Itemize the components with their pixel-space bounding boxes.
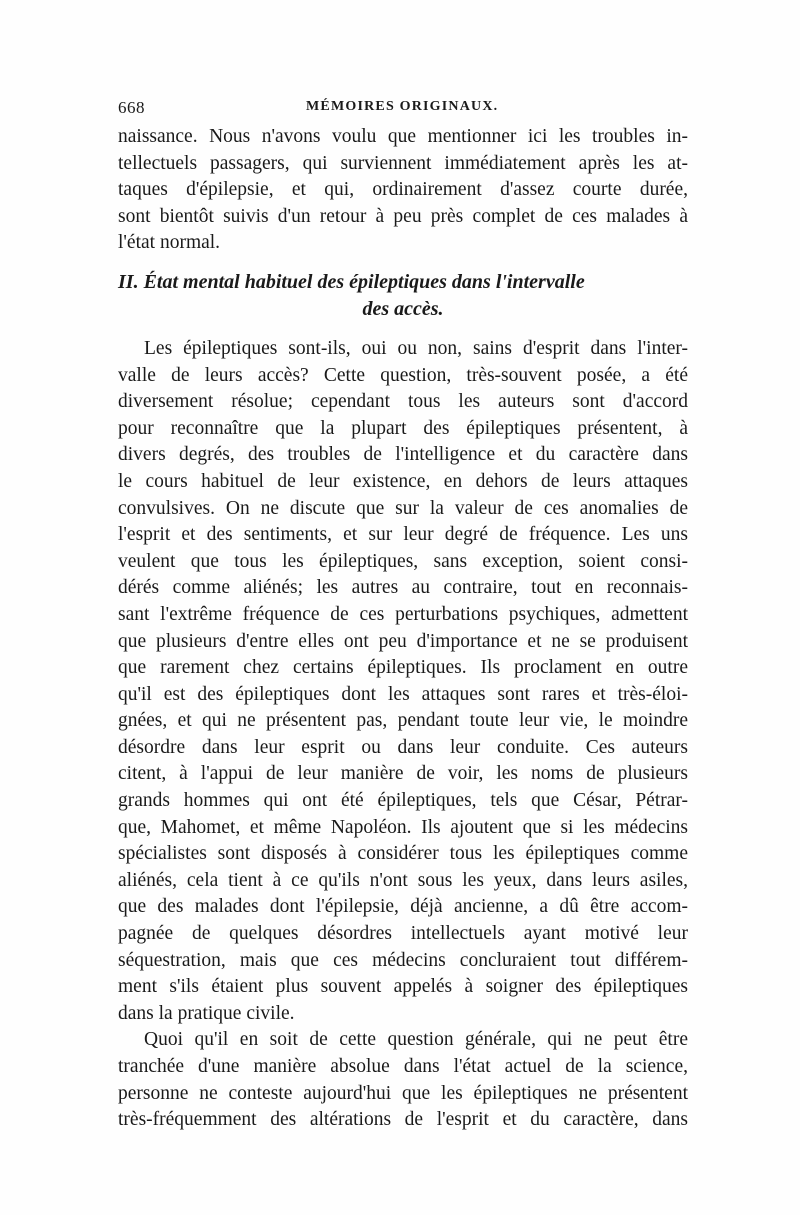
text-line: veulent que tous les épileptiques, sans exception, soient consi-	[118, 550, 688, 572]
text-line: spécialistes sont disposés à considérer tous les épileptiques comme	[118, 843, 688, 865]
text-line: que rarement chez certains épileptiques. Ils proclament en outre	[118, 657, 688, 679]
text-line: dérés comme aliénés; les autres au contraire, tout en reconnais-	[118, 577, 688, 599]
text-line: que plusieurs d'entre elles ont peu d'importance et ne se produisent	[118, 630, 688, 652]
text-line: ment s'ils étaient plus souvent appelés à soigner des épileptiques	[118, 976, 688, 998]
text-line: l'esprit et des sentiments, et sur leur degré de fréquence. Les uns	[118, 524, 688, 546]
text-line: pagnée de quelques désordres intellectuels ayant motivé leur	[118, 923, 688, 945]
text-line: diversement résolue; cependant tous les auteurs sont d'accord	[118, 391, 688, 413]
text-line: le cours habituel de leur existence, en dehors de leurs attaques	[118, 470, 688, 492]
paragraph-3	[118, 1027, 688, 1133]
text-line: divers degrés, des troubles de l'intelligence et du caractère dans	[118, 444, 688, 466]
text-line: valle de leurs accès? Cette question, très-souvent posée, a été	[118, 364, 688, 386]
text-line: très-fréquemment des altérations de l'esprit et du caractère, dans	[118, 1109, 688, 1131]
page-number: 668	[118, 98, 145, 117]
text-line: pour reconnaître que la plupart des épileptiques présentent, à	[118, 417, 688, 439]
text-line: aliénés, cela tient à ce qu'ils n'ont sous les yeux, dans leurs asiles,	[118, 869, 688, 891]
section-heading-line: II. État mental habituel des épileptiques dans l'intervalle	[118, 270, 585, 293]
text-line: Quoi qu'il en soit de cette question générale, qui ne peut être	[144, 1029, 688, 1051]
text-line: tellectuels passagers, qui surviennent immédiatement après les at-	[118, 152, 688, 174]
text-line: sant l'extrême fréquence de ces perturbations psychiques, admettent	[118, 603, 688, 625]
text-line: l'état normal.	[118, 232, 221, 254]
text-line: citent, à l'appui de leur manière de voir, les noms de plusieurs	[118, 763, 688, 785]
running-head	[118, 98, 686, 122]
text-line: désordre dans leur esprit ou dans leur conduite. Ces auteurs	[118, 736, 688, 758]
text-line: que, Mahomet, et même Napoléon. Ils ajoutent que si les médecins	[118, 816, 688, 838]
text-line: taques d'épilepsie, et qui, ordinairement d'assez courte durée,	[118, 179, 688, 201]
body-text	[118, 124, 688, 1134]
text-line: convulsives. On ne discute que sur la valeur de ces anomalies de	[118, 497, 688, 519]
text-line: tranchée d'une manière absolue dans l'état actuel de la science,	[118, 1056, 688, 1077]
text-line: sont bientôt suivis d'un retour à peu près complet de ces malades à	[118, 205, 688, 227]
text-line: gnées, et qui ne présentent pas, pendant toute leur vie, le moindre	[118, 710, 688, 732]
text-line: dans la pratique civile.	[118, 1002, 295, 1024]
text-line: naissance. Nous n'avons voulu que mentionner ici les troubles in-	[118, 126, 688, 147]
paragraph-2	[118, 336, 688, 1027]
text-line: Les épileptiques sont-ils, oui ou non, sains d'esprit dans l'inter-	[144, 337, 688, 359]
text-line: grands hommes qui ont été épileptiques, tels que César, Pétrar-	[118, 790, 688, 812]
text-line: séquestration, mais que ces médecins concluraient tout différem-	[118, 949, 688, 971]
paragraph-1	[118, 124, 688, 257]
text-line: que des malades dont l'épilepsie, déjà ancienne, a dû être accom-	[118, 896, 688, 918]
section-heading-line: des accès.	[362, 297, 444, 320]
text-line: personne ne conteste aujourd'hui que les épileptiques ne présentent	[118, 1082, 688, 1104]
running-title: MÉMOIRES ORIGINAUX.	[306, 99, 499, 114]
text-line: qu'il est des épileptiques dont les attaques sont rares et très-éloi-	[118, 683, 688, 705]
section-heading	[118, 269, 688, 323]
